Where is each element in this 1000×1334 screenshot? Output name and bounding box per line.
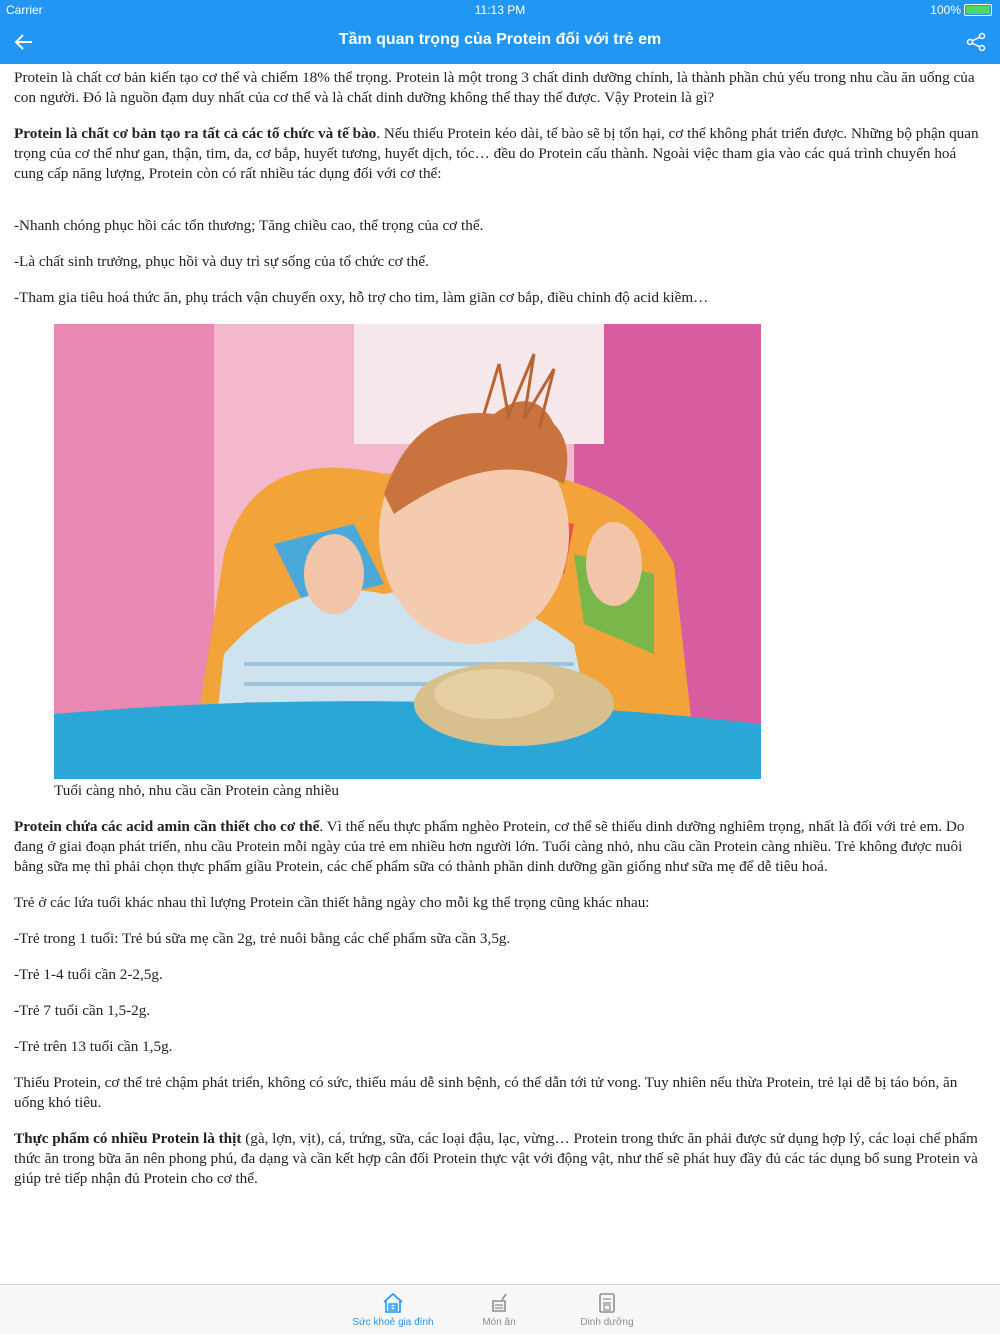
tab-label: Dinh dưỡng — [580, 1317, 634, 1328]
clock: 11:13 PM — [474, 3, 526, 17]
nav-bar — [0, 20, 1000, 64]
bullet-item: -Nhanh chóng phục hồi các tổn thương; Tăng chiều cao, thể trọng của cơ thể. — [14, 217, 484, 234]
carrier-label: Carrier — [6, 3, 43, 17]
baby-eating-chicken-image — [54, 324, 761, 779]
bold-text: Thực phẩm có nhiều Protein là thịt — [14, 1130, 242, 1147]
tab-label: Món ăn — [482, 1317, 516, 1328]
tab-dishes[interactable] — [444, 1291, 554, 1328]
article-figure — [54, 324, 761, 801]
paragraph: Trẻ ở các lứa tuổi khác nhau thì lượng Protein cần thiết hằng ngày cho mỗi kg thể trọng cũng khác nhau: — [14, 894, 650, 911]
battery-icon — [964, 4, 992, 16]
paragraph — [14, 124, 984, 184]
tab-bar — [0, 1284, 1000, 1334]
bold-text: Protein là chất cơ bản tạo ra tất cả các tổ chức và tế bào — [14, 125, 377, 142]
paragraph: Thiếu Protein, cơ thể trẻ chậm phát triển, không có sức, thiếu máu dễ sinh bệnh, có thể dẫn tới tử vong. Tuy nhiên nếu thừa Protein, trẻ lại dễ bị táo bón, ăn uống khó tiêu. — [14, 1074, 958, 1111]
dish-icon — [487, 1291, 511, 1315]
paragraph-text: . Vì thế nếu thực phẩm nghèo Protein, cơ thể sẽ thiếu dinh dưỡng nghiêm trọng, nhất là đối với trẻ em. Do đang ở giai đoạn phát triển, nhu cầu Protein mỗi ngày của trẻ em nhiều hơn người lớn. Tuổi càng nhỏ, nhu cầu cần Protein càng nhiều. Trẻ không được nuôi bằng sữa mẹ thì phải chọn thực phẩm giầu Protein, các chế phẩm sữa có thành phần dinh dưỡng gần giống như sữa mẹ để dễ tiêu hoá. — [14, 818, 965, 875]
paragraph — [14, 1129, 984, 1189]
page-title: Tầm quan trọng của Protein đối với trẻ em — [338, 31, 662, 48]
paragraph-text: (gà, lợn, vịt), cá, trứng, sữa, các loại đậu, lạc, vừng… Protein trong thức ăn phải được sử dụng hợp lý, các loại chế phẩm thức ăn trong bữa ăn nên phong phú, đa dạng và cần kết hợp cân đối Protein thực vật với động vật, như thế sẽ phát huy đầy đủ các tác dụng bổ sung Protein và giúp trẻ tiếp nhận đủ Protein cho cơ thể. — [14, 1130, 978, 1187]
bullet-item: -Trẻ trong 1 tuổi: Trẻ bú sữa mẹ cần 2g, trẻ nuôi bằng các chế phẩm sữa cần 3,5g. — [14, 930, 511, 947]
status-bar — [0, 0, 1000, 20]
bullet-item: -Trẻ 1-4 tuổi cần 2-2,5g. — [14, 966, 163, 983]
article-body — [14, 68, 984, 1205]
battery-percent: 100% — [930, 3, 961, 17]
paragraph: Protein là chất cơ bản kiến tạo cơ thể và chiếm 18% thể trọng. Protein là một trong 3 chất dinh dưỡng chính, là thành phần chủ yếu trong nhu cầu ăn uống của con người. Đó là nguồn đạm duy nhất của cơ thể và là chất dinh dưỡng không thể thay thế được. Vậy Protein là gì? — [14, 69, 975, 106]
bullet-item: -Trẻ trên 13 tuổi cần 1,5g. — [14, 1038, 173, 1055]
paragraph — [14, 817, 984, 877]
tab-label: Sức khoẻ gia đình — [352, 1317, 434, 1328]
tab-family-health[interactable] — [338, 1291, 448, 1328]
share-icon — [964, 30, 988, 54]
bullet-item: -Tham gia tiêu hoá thức ăn, phụ trách vận chuyển oxy, hỗ trợ cho tim, làm giãn cơ bắp, điều chỉnh độ acid kiềm… — [14, 289, 709, 306]
battery-indicator — [930, 3, 992, 17]
figure-caption: Tuổi càng nhỏ, nhu cầu cần Protein càng nhiều — [54, 782, 339, 799]
bullet-item: -Là chất sinh trưởng, phục hồi và duy trì sự sống của tổ chức cơ thể. — [14, 253, 429, 270]
share-button[interactable] — [964, 30, 988, 54]
spacer — [14, 200, 984, 216]
baby-photo[interactable] — [54, 324, 761, 779]
nutrition-icon — [595, 1291, 619, 1315]
bold-text: Protein chứa các acid amin cần thiết cho cơ thể — [14, 818, 320, 835]
bullet-item: -Trẻ 7 tuổi cần 1,5-2g. — [14, 1002, 151, 1019]
home-icon — [381, 1291, 405, 1315]
tab-nutrition[interactable] — [552, 1291, 662, 1328]
paragraph-text: . Nếu thiếu Protein kéo dài, tế bào sẽ bị tổn hại, cơ thể không phát triển được. Những bộ phận quan trọng của cơ thể như gan, thận, tim, da, cơ bắp, huyết tương, huyết dịch, tóc… đều do Protein cấu thành. Ngoài việc tham gia vào các quá trình chuyển hoá cung cấp năng lượng, Protein còn có rất nhiều tác dụng đối với cơ thể: — [14, 125, 979, 182]
